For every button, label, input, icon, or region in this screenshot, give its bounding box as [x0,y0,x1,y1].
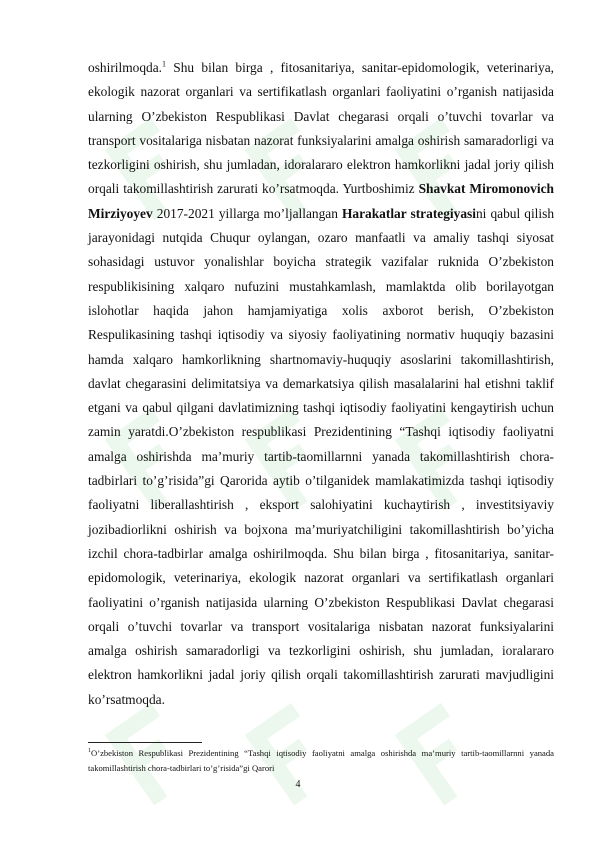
footnote-separator [88,742,202,743]
footnote-text: O’zbekiston Respublikasi Prezidentining “Tashqi iqtisodiy faoliyatni amalga oshirishda ma’muriy tartib-taomillarnni yanada takomillashtirish chora-tadbirlari to’g’risida”gi Qarori [88,748,554,773]
page-number: 4 [295,779,301,790]
text-segment: oshirilmoqda. [88,60,163,75]
text-segment: Shu bilan birga , fitosanitariya, sanitar-epidomologik, veterinariya, ekologik nazorat organlari va sertifikatlash organlari faoliyatini o’rganish natijasida ularning O’zbekiston Respublikasi Davlat chegarasi orqali o’tuvchi tovarlar va transport vositalariga nisbatan nazorat funksiyalarini amalga oshirish samaradorligi va tezkorligini oshirish, shu jumladan, idoralararo elektron hamkorlikni jadal joriy qilish orqali takomillashtirish zarurati ko’rsatmoqda. Yurtboshimiz [88,60,554,197]
footnote-reference[interactable]: 1 [162,59,167,69]
bold-strategy: Harakatlar strategiyasi [341,205,476,221]
bold-name: Shavkat Miromonovich Mirziyoyev [88,181,554,221]
body-paragraph [88,56,554,712]
footnote [88,746,554,776]
footnote-mark: 1 [88,748,91,755]
paragraph [88,56,554,712]
text-segment: ni qabul qilish jarayonidagi nutqida Chuqur oylangan, ozaro manfaatli va amaliy tashqi siyosat sohasidagi ustuvor yonalishlar boyicha strategik vazifalar ruknida O’zbekiston respublikisining xalqaro nufuzini mustahkamlash, mamlaktda olib borilayotgan islohotlar haqida jahon hamjamiyatiga xolis axborot berish, O’zbekiston Respulikasining tashqi iqtisodiy va siyosiy faoliyatining normativ huquqiy bazasini hamda xalqaro hamkorlikning shartnomaviy-huquqiy asoslarini takomillashtirish, davlat chegarasini delimitatsiya va demarkatsiya qilish masalalarini hal etishni taklif etgani va qabul qilgani davlatimizning tashqi iqtisodiy faoliyatini kengaytirish uchun zamin yaratdi.O’zbekiston respublikasi Prezidentining “Tashqi iqtisodiy faoliyatni amalga oshirishda ma’muriy tartib-taomillarnni yanada takomillashtirish chora-tadbirlari to’g’risida”gi Qarorida aytib o’tilganidek mamlakatimizda tashqi iqtisodiy faoliyatni liberallashtirish , eksport salohiyatini kuchaytirish , investitsiyaviy jozibadiorlikni oshirish va bojxona ma’muriyatchiligini takomillashtirish bo’yicha izchil chora-tadbirlar amalga oshirilmoqda. Shu bilan birga , fitosanitariya, sanitar-epidomologik, veterinariya, ekologik nazorat organlari va sertifikatlash organlari faoliyatini o’rganish natijasida ularning O’zbekiston Respublikasi Davlat chegarasi orqali o’tuvchi tovarlar va transport vositalariga nisbatan nazorat funksiyalarini amalga oshirish samaradorligi va tezkorligini oshirish, shu jumladan, ioralararo elektron hamkorlikni jadal joriy qilish orqali takomillashtirish zarurati mavjudligini ko’rsatmoqda. [88,205,555,707]
text-segment: 2017-2021 yillarga mo’ljallangan [152,205,342,221]
